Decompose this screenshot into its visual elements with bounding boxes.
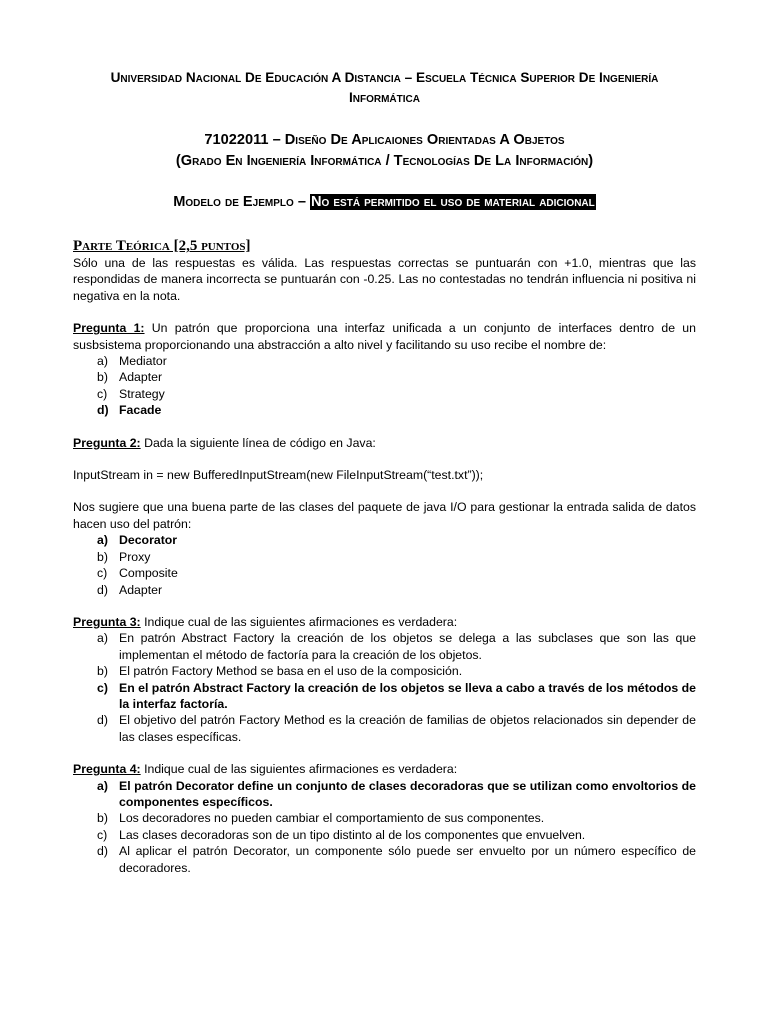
option-a-correct [97,532,696,548]
option-text: El objetivo del patrón Factory Method es la creación de familias de objetos relacionados sin depender de las clases específicas. [119,713,696,744]
option-text: Strategy [119,386,165,401]
option-text: El patrón Decorator define un conjunto de clases decoradoras que se utilizan como envoltorios de componentes específicos. [119,778,696,809]
option-text: Las clases decoradoras son de un tipo distinto al de los componentes que envuelven. [119,827,586,842]
option-a-correct [97,778,696,811]
option-text: Los decoradores no pueden cambiar el comportamiento de sus componentes. [119,811,545,826]
question-3-label: Pregunta 3: [73,614,141,629]
question-2-text [73,435,696,451]
option-letter: c) [97,827,108,842]
university-line-text-2: Informática [349,90,420,105]
option-text: Al aplicar el patrón Decorator, un componente sólo puede ser envuelto por un número específico de decoradores. [119,844,696,875]
question-2 [73,435,696,598]
question-1-body: Un patrón que proporciona una interfaz unificada a un conjunto de interfaces dentro de un susbsistema proporcionando una abstracción a alto nivel y facilitando su uso recibe el nombre de: [73,321,696,352]
section-title: Parte Teórica [2,5 puntos] [73,238,251,254]
option-letter: a) [97,778,108,793]
option-text: El patrón Factory Method se basa en el uso de la composición. [119,664,463,679]
question-4-text [73,761,696,777]
option-text: Proxy [119,549,151,564]
option-c [97,827,696,843]
option-b [97,663,696,679]
course-line: 71022011 – Diseño De Aplicaiones Orientadas A Objetos [204,132,565,148]
option-letter: c) [97,386,108,401]
question-1 [73,320,696,418]
university-line-text: Universidad Nacional De Educación A Distancia – Escuela Técnica Superior De Ingeniería [110,70,659,85]
option-b [97,810,696,826]
question-1-options [73,353,696,419]
question-3-text [73,614,696,630]
option-letter: b) [97,549,108,564]
question-2-followup: Nos sugiere que una buena parte de las clases del paquete de java I/O para gestionar la entrada salida de datos hacen uso del patrón: [73,500,696,531]
question-3-options [73,630,696,745]
code-line: InputStream in = new BufferedInputStream(new FileInputStream(“test.txt”)); [73,468,484,483]
document-header [73,68,696,213]
option-text: En patrón Abstract Factory la creación de los objetos se delega a las subclases que son las que implementan el método de factoría para la creación de los objetos. [119,631,696,662]
option-letter: d) [97,582,108,597]
question-4 [73,761,696,876]
question-3-body: Indique cual de las siguientes afirmaciones es verdadera: [140,614,458,629]
option-a [97,353,696,369]
option-letter: a) [97,533,108,548]
option-a [97,630,696,663]
university-line [73,68,696,108]
model-line [73,192,696,213]
model-label: Modelo de Ejemplo – [173,194,311,210]
option-text: Composite [119,566,178,581]
option-b [97,369,696,385]
option-text: Facade [119,403,162,418]
option-letter: b) [97,811,108,826]
question-4-body: Indique cual de las siguientes afirmaciones es verdadera: [140,762,458,777]
degree-line: (Grado En Ingeniería Informática / Tecnologías De La Información) [175,153,594,169]
option-d [97,843,696,876]
option-letter: c) [97,566,108,581]
option-letter: a) [97,631,108,646]
option-letter: a) [97,354,108,369]
question-3 [73,614,696,745]
section-instructions: Sólo una de las respuestas es válida. Las respuestas correctas se puntuarán con +1.0, mientras que las respondidas de manera incorrecta se puntuarán con -0.25. Las no contestadas no tendrán influencia ni positiva ni negativa en la nota. [73,256,696,303]
option-letter: d) [97,713,108,728]
question-2-options [73,532,696,598]
question-4-label: Pregunta 4: [73,762,141,777]
option-d-correct [97,402,696,418]
option-text: En el patrón Abstract Factory la creación de los objetos se lleva a cabo a través de los métodos de la interfaz factoría. [119,680,697,711]
option-c [97,386,696,402]
option-text: Mediator [119,354,167,369]
option-letter: b) [97,664,108,679]
option-d [97,712,696,745]
option-text: Decorator [119,533,178,548]
option-letter: d) [97,403,109,418]
option-letter: c) [97,680,108,695]
option-text: Adapter [119,370,163,385]
question-2-body: Dada la siguiente línea de código en Java: [140,435,376,450]
question-4-options [73,778,696,876]
option-letter: b) [97,370,108,385]
option-c [97,565,696,581]
option-d [97,582,696,598]
question-1-label: Pregunta 1: [73,321,145,336]
question-1-text [73,320,696,353]
model-notice: No está permitido el uso de material adicional [311,194,595,210]
option-text: Adapter [119,582,163,597]
option-c-correct [97,680,696,713]
option-b [97,549,696,565]
question-2-label: Pregunta 2: [73,435,141,450]
option-letter: d) [97,844,108,859]
